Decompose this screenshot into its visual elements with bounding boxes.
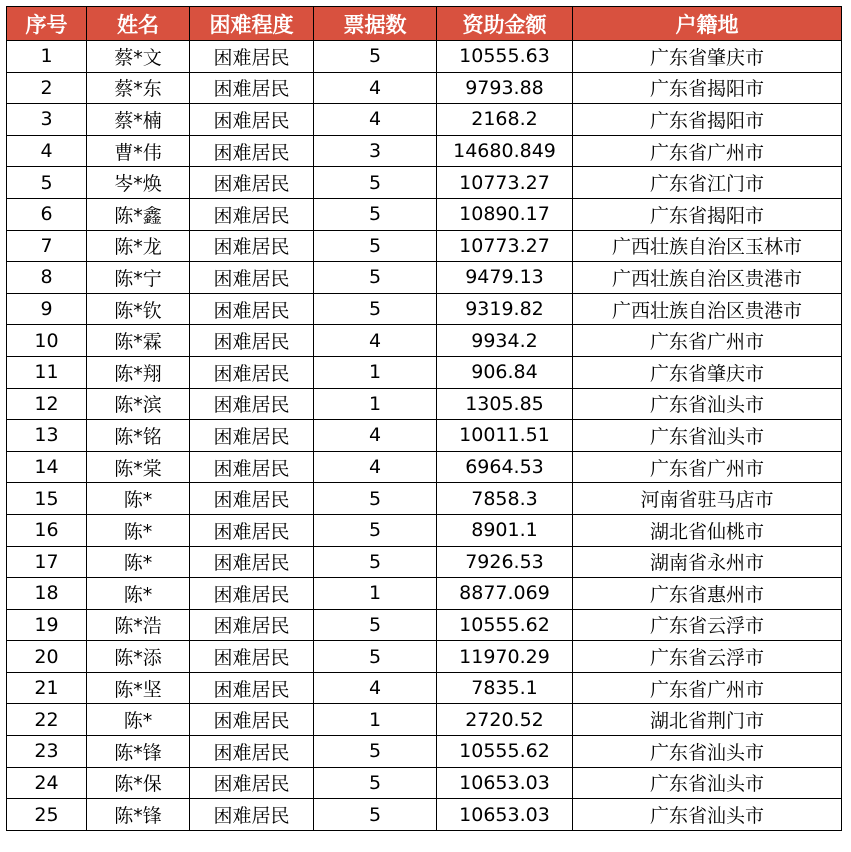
cell-bill-count: 4: [314, 672, 437, 704]
cell-index: 22: [7, 704, 87, 736]
cell-amount: 8877.069: [437, 578, 573, 610]
cell-household: 广东省揭阳市: [573, 72, 842, 104]
cell-amount: 906.84: [437, 356, 573, 388]
table-row: [7, 356, 842, 388]
assistance-table: [6, 6, 842, 831]
cell-bill-count: 5: [314, 514, 437, 546]
header-bill-count: 票据数: [314, 7, 437, 41]
cell-household: 广东省揭阳市: [573, 104, 842, 136]
cell-index: 18: [7, 578, 87, 610]
cell-difficulty: 困难居民: [190, 546, 314, 578]
cell-bill-count: 4: [314, 104, 437, 136]
cell-bill-count: 5: [314, 609, 437, 641]
cell-difficulty: 困难居民: [190, 609, 314, 641]
cell-name: 陈*鑫: [87, 198, 190, 230]
table-row: [7, 451, 842, 483]
cell-difficulty: 困难居民: [190, 672, 314, 704]
table-row: [7, 230, 842, 262]
cell-difficulty: 困难居民: [190, 356, 314, 388]
cell-name: 陈*钦: [87, 293, 190, 325]
cell-name: 陈*霖: [87, 325, 190, 357]
cell-bill-count: 4: [314, 325, 437, 357]
cell-amount: 1305.85: [437, 388, 573, 420]
cell-name: 陈*保: [87, 767, 190, 799]
cell-bill-count: 5: [314, 41, 437, 73]
table-row: [7, 104, 842, 136]
cell-name: 蔡*东: [87, 72, 190, 104]
cell-household: 广西壮族自治区贵港市: [573, 293, 842, 325]
cell-household: 河南省驻马店市: [573, 483, 842, 515]
cell-index: 20: [7, 641, 87, 673]
cell-index: 12: [7, 388, 87, 420]
cell-household: 广东省汕头市: [573, 767, 842, 799]
cell-bill-count: 5: [314, 293, 437, 325]
cell-amount: 2720.52: [437, 704, 573, 736]
cell-amount: 2168.2: [437, 104, 573, 136]
cell-household: 广东省云浮市: [573, 641, 842, 673]
cell-bill-count: 5: [314, 167, 437, 199]
header-index: 序号: [7, 7, 87, 41]
cell-bill-count: 4: [314, 420, 437, 452]
cell-index: 1: [7, 41, 87, 73]
cell-bill-count: 5: [314, 641, 437, 673]
cell-amount: 14680.849: [437, 135, 573, 167]
table-row: [7, 198, 842, 230]
cell-difficulty: 困难居民: [190, 451, 314, 483]
cell-household: 广东省肇庆市: [573, 356, 842, 388]
assistance-table-sheet: [6, 6, 841, 831]
cell-difficulty: 困难居民: [190, 767, 314, 799]
table-row: [7, 167, 842, 199]
cell-amount: 11970.29: [437, 641, 573, 673]
header-name: 姓名: [87, 7, 190, 41]
cell-household: 湖南省永州市: [573, 546, 842, 578]
cell-amount: 7835.1: [437, 672, 573, 704]
cell-index: 5: [7, 167, 87, 199]
table-row: [7, 514, 842, 546]
cell-amount: 9479.13: [437, 262, 573, 294]
cell-name: 陈*宁: [87, 262, 190, 294]
cell-name: 陈*锋: [87, 799, 190, 831]
cell-name: 陈*: [87, 514, 190, 546]
table-row: [7, 767, 842, 799]
cell-difficulty: 困难居民: [190, 41, 314, 73]
cell-name: 岑*焕: [87, 167, 190, 199]
cell-difficulty: 困难居民: [190, 483, 314, 515]
cell-household: 广东省汕头市: [573, 420, 842, 452]
cell-difficulty: 困难居民: [190, 293, 314, 325]
cell-difficulty: 困难居民: [190, 135, 314, 167]
cell-difficulty: 困难居民: [190, 736, 314, 768]
cell-bill-count: 4: [314, 72, 437, 104]
cell-difficulty: 困难居民: [190, 388, 314, 420]
cell-name: 陈*: [87, 546, 190, 578]
cell-bill-count: 4: [314, 451, 437, 483]
cell-name: 陈*浩: [87, 609, 190, 641]
cell-index: 13: [7, 420, 87, 452]
cell-household: 广东省肇庆市: [573, 41, 842, 73]
cell-amount: 10555.62: [437, 736, 573, 768]
cell-bill-count: 1: [314, 704, 437, 736]
cell-name: 陈*: [87, 704, 190, 736]
cell-name: 蔡*楠: [87, 104, 190, 136]
cell-amount: 10653.03: [437, 767, 573, 799]
cell-bill-count: 5: [314, 799, 437, 831]
cell-index: 23: [7, 736, 87, 768]
cell-bill-count: 1: [314, 356, 437, 388]
table-body: [7, 41, 842, 831]
cell-difficulty: 困难居民: [190, 420, 314, 452]
cell-household: 广东省江门市: [573, 167, 842, 199]
table-row: [7, 799, 842, 831]
cell-amount: 10773.27: [437, 230, 573, 262]
table-header: [7, 7, 842, 41]
cell-name: 陈*添: [87, 641, 190, 673]
table-row: [7, 325, 842, 357]
cell-amount: 10653.03: [437, 799, 573, 831]
cell-name: 陈*坚: [87, 672, 190, 704]
cell-difficulty: 困难居民: [190, 799, 314, 831]
cell-index: 9: [7, 293, 87, 325]
cell-amount: 9319.82: [437, 293, 573, 325]
cell-bill-count: 5: [314, 198, 437, 230]
cell-name: 陈*龙: [87, 230, 190, 262]
cell-name: 蔡*文: [87, 41, 190, 73]
cell-index: 25: [7, 799, 87, 831]
cell-amount: 10555.62: [437, 609, 573, 641]
cell-amount: 9934.2: [437, 325, 573, 357]
cell-household: 广东省广州市: [573, 325, 842, 357]
cell-difficulty: 困难居民: [190, 167, 314, 199]
cell-index: 24: [7, 767, 87, 799]
header-amount: 资助金额: [437, 7, 573, 41]
header-household: 户籍地: [573, 7, 842, 41]
cell-index: 15: [7, 483, 87, 515]
table-row: [7, 736, 842, 768]
table-row: [7, 72, 842, 104]
cell-difficulty: 困难居民: [190, 578, 314, 610]
header-row: [7, 7, 842, 41]
cell-household: 广东省广州市: [573, 672, 842, 704]
cell-amount: 7858.3: [437, 483, 573, 515]
cell-index: 11: [7, 356, 87, 388]
cell-index: 19: [7, 609, 87, 641]
cell-name: 陈*: [87, 578, 190, 610]
cell-index: 3: [7, 104, 87, 136]
cell-name: 曹*伟: [87, 135, 190, 167]
cell-amount: 10773.27: [437, 167, 573, 199]
cell-name: 陈*锋: [87, 736, 190, 768]
cell-index: 10: [7, 325, 87, 357]
cell-index: 7: [7, 230, 87, 262]
cell-index: 16: [7, 514, 87, 546]
cell-name: 陈*铭: [87, 420, 190, 452]
cell-name: 陈*棠: [87, 451, 190, 483]
cell-household: 广西壮族自治区贵港市: [573, 262, 842, 294]
table-row: [7, 483, 842, 515]
header-difficulty: 困难程度: [190, 7, 314, 41]
cell-difficulty: 困难居民: [190, 230, 314, 262]
table-row: [7, 41, 842, 73]
cell-difficulty: 困难居民: [190, 72, 314, 104]
cell-index: 2: [7, 72, 87, 104]
cell-index: 6: [7, 198, 87, 230]
cell-index: 21: [7, 672, 87, 704]
cell-difficulty: 困难居民: [190, 198, 314, 230]
cell-index: 17: [7, 546, 87, 578]
cell-household: 广东省广州市: [573, 135, 842, 167]
table-row: [7, 293, 842, 325]
table-row: [7, 704, 842, 736]
cell-household: 广东省汕头市: [573, 736, 842, 768]
cell-household: 广东省汕头市: [573, 799, 842, 831]
table-row: [7, 609, 842, 641]
cell-difficulty: 困难居民: [190, 262, 314, 294]
table-row: [7, 420, 842, 452]
cell-bill-count: 5: [314, 736, 437, 768]
cell-index: 4: [7, 135, 87, 167]
table-row: [7, 672, 842, 704]
cell-amount: 6964.53: [437, 451, 573, 483]
table-row: [7, 641, 842, 673]
cell-bill-count: 5: [314, 262, 437, 294]
cell-amount: 10890.17: [437, 198, 573, 230]
cell-bill-count: 1: [314, 388, 437, 420]
cell-bill-count: 5: [314, 767, 437, 799]
cell-amount: 10555.63: [437, 41, 573, 73]
table-row: [7, 546, 842, 578]
cell-amount: 9793.88: [437, 72, 573, 104]
cell-household: 广东省广州市: [573, 451, 842, 483]
table-row: [7, 262, 842, 294]
cell-household: 广东省揭阳市: [573, 198, 842, 230]
cell-difficulty: 困难居民: [190, 514, 314, 546]
table-row: [7, 578, 842, 610]
cell-household: 广东省惠州市: [573, 578, 842, 610]
cell-household: 广东省汕头市: [573, 388, 842, 420]
cell-bill-count: 3: [314, 135, 437, 167]
table-row: [7, 388, 842, 420]
cell-name: 陈*: [87, 483, 190, 515]
cell-household: 广东省云浮市: [573, 609, 842, 641]
cell-household: 湖北省仙桃市: [573, 514, 842, 546]
cell-household: 湖北省荆门市: [573, 704, 842, 736]
table-row: [7, 135, 842, 167]
cell-name: 陈*翔: [87, 356, 190, 388]
cell-amount: 10011.51: [437, 420, 573, 452]
cell-bill-count: 5: [314, 546, 437, 578]
cell-difficulty: 困难居民: [190, 325, 314, 357]
cell-amount: 8901.1: [437, 514, 573, 546]
cell-name: 陈*滨: [87, 388, 190, 420]
cell-difficulty: 困难居民: [190, 641, 314, 673]
cell-difficulty: 困难居民: [190, 104, 314, 136]
cell-bill-count: 5: [314, 483, 437, 515]
cell-household: 广西壮族自治区玉林市: [573, 230, 842, 262]
cell-index: 8: [7, 262, 87, 294]
cell-bill-count: 5: [314, 230, 437, 262]
cell-amount: 7926.53: [437, 546, 573, 578]
cell-bill-count: 1: [314, 578, 437, 610]
cell-difficulty: 困难居民: [190, 704, 314, 736]
cell-index: 14: [7, 451, 87, 483]
